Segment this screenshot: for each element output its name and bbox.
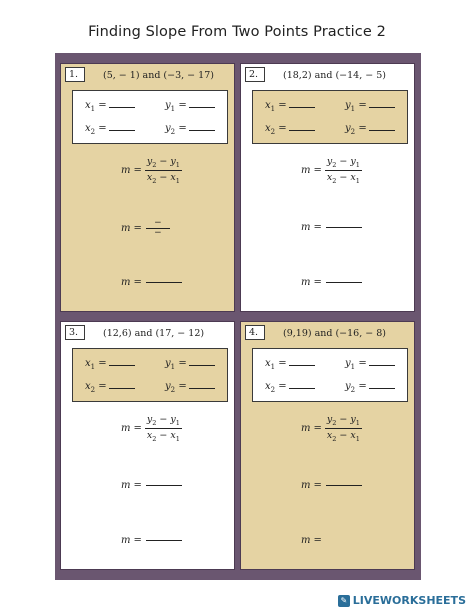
answer-line: m =	[121, 535, 182, 546]
x2-blank[interactable]	[109, 122, 135, 131]
answer-blank[interactable]	[146, 540, 182, 541]
coordinates-box	[72, 90, 228, 144]
y1-row: $y_1$ =	[165, 357, 215, 371]
y2-row: $y_2$ =	[345, 122, 395, 136]
x2-row: $x_2$ =	[265, 122, 315, 136]
y2-blank[interactable]	[369, 380, 395, 389]
worksheet-frame	[55, 53, 421, 580]
y1-blank[interactable]	[189, 357, 215, 366]
problem-card-4	[240, 321, 415, 570]
slope-formula: m = $\frac{y_2 - y_1}{x_2 - x_1}$	[121, 414, 180, 443]
substitution-step: m =	[301, 222, 362, 233]
substitution-blank[interactable]	[326, 485, 362, 486]
answer-blank[interactable]	[146, 282, 182, 283]
slope-formula: m = $\frac{y_2 - y_1}{x_2 - x_1}$	[121, 156, 180, 185]
problem-points: (9,19) and (−16, − 8)	[283, 328, 386, 339]
slope-formula: m = $\frac{y_2 - y_1}{x_2 - x_1}$	[301, 156, 360, 185]
coordinates-box	[252, 90, 408, 144]
problem-card-1	[60, 63, 235, 312]
problem-points: (5, − 1) and (−3, − 17)	[103, 70, 214, 81]
page-title: Finding Slope From Two Points Practice 2	[88, 24, 386, 40]
x1-row: $x_1$ =	[265, 99, 315, 113]
y2-blank[interactable]	[189, 122, 215, 131]
y2-row: $y_2$ =	[345, 380, 395, 394]
y2-blank[interactable]	[189, 380, 215, 389]
x1-blank[interactable]	[109, 357, 135, 366]
y2-row: $y_2$ =	[165, 380, 215, 394]
problem-number: 1.	[65, 67, 85, 82]
problem-number: 4.	[245, 325, 265, 340]
substitution-step: m =	[121, 480, 182, 491]
answer-line: m =	[301, 277, 362, 288]
x1-row: $x_1$ =	[85, 99, 135, 113]
coordinates-box	[252, 348, 408, 402]
x1-row: $x_1$ =	[85, 357, 135, 371]
y1-blank[interactable]	[189, 99, 215, 108]
brand-text: LIVEWORKSHEETS	[352, 594, 466, 607]
answer-line: m =	[301, 535, 322, 546]
y1-blank[interactable]	[369, 99, 395, 108]
substitution-blank[interactable]	[146, 485, 182, 486]
x1-blank[interactable]	[109, 99, 135, 108]
problem-points: (12,6) and (17, − 12)	[103, 328, 205, 339]
answer-line: m =	[121, 277, 182, 288]
y2-row: $y_2$ =	[165, 122, 215, 136]
substitution-step: m =	[301, 480, 362, 491]
x1-row: $x_1$ =	[265, 357, 315, 371]
x2-blank[interactable]	[109, 380, 135, 389]
liveworksheets-logo-icon: ✎	[338, 595, 350, 607]
x2-row: $x_2$ =	[85, 122, 135, 136]
substitution-step: m = − −	[121, 219, 170, 238]
problem-number: 3.	[65, 325, 85, 340]
problem-card-3	[60, 321, 235, 570]
problem-card-2	[240, 63, 415, 312]
x1-blank[interactable]	[289, 357, 315, 366]
x2-blank[interactable]	[289, 380, 315, 389]
y1-blank[interactable]	[369, 357, 395, 366]
x1-blank[interactable]	[289, 99, 315, 108]
y1-row: $y_1$ =	[165, 99, 215, 113]
answer-blank[interactable]	[326, 282, 362, 283]
liveworksheets-brand[interactable]	[338, 594, 466, 607]
y1-row: $y_1$ =	[345, 99, 395, 113]
coordinates-box	[72, 348, 228, 402]
problem-number: 2.	[245, 67, 265, 82]
slope-formula: m = $\frac{y_2 - y_1}{x_2 - x_1}$	[301, 414, 360, 443]
problem-points: (18,2) and (−14, − 5)	[283, 70, 386, 81]
y1-row: $y_1$ =	[345, 357, 395, 371]
y2-blank[interactable]	[369, 122, 395, 131]
x2-row: $x_2$ =	[265, 380, 315, 394]
x2-blank[interactable]	[289, 122, 315, 131]
substitution-blank[interactable]	[326, 227, 362, 228]
x2-row: $x_2$ =	[85, 380, 135, 394]
